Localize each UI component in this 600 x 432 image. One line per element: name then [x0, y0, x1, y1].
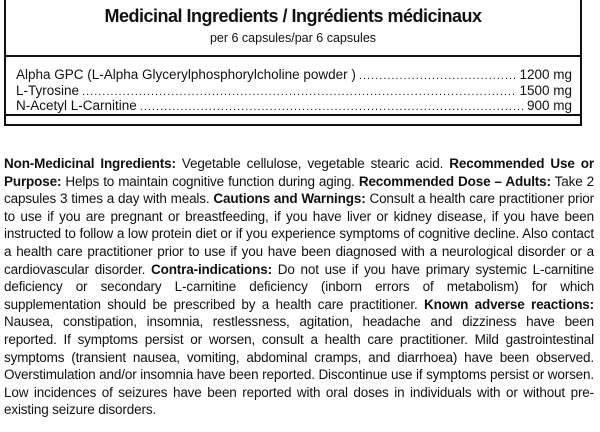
non-medicinal-text: Vegetable cellulose, vegetable stearic acid.: [175, 156, 450, 171]
ingredient-row: [16, 99, 572, 115]
recommended-use-text: Helps to maintain cognitive function during aging.: [61, 173, 359, 189]
ingredient-amount: 900 mg: [526, 98, 572, 113]
divider-rule: [6, 114, 580, 116]
contra-indications-label: Contra-indications:: [151, 261, 272, 277]
ingredient-amount: 1200 mg: [519, 67, 572, 82]
cautions-text: Consult a health care practitioner prior to use if you are pregnant or breastfeeding, if you have liver or kidney disease, if you have been instructed to follow a low protein diet or if you experience symptoms of cognitive decline. Also contact a health care practitioner prior to use if you have been diagnosed with a neurological disorder or a cardiovascular disorder.: [4, 191, 595, 277]
adverse-reactions-label: Known adverse reactions:: [424, 296, 594, 312]
ingredient-name: N-Acetyl L-Carnitine: [16, 98, 137, 113]
leader-dots: [82, 85, 516, 100]
medicinal-ingredients-panel: [4, 0, 582, 126]
ingredient-name: L-Tyrosine: [16, 82, 80, 98]
label-body-text: [4, 155, 594, 419]
ingredient-row: [16, 84, 572, 100]
ingredient-amount: 1500 mg: [519, 82, 572, 98]
ingredient-list: [16, 68, 572, 115]
serving-size: per 6 capsules/par 6 capsules: [209, 31, 377, 45]
adverse-reactions-text: Nausea, constipation, insomnia, restlessness, agitation, headache and dizziness have been reported. If symptoms persist or worsen, consult a health care practitioner. Mild gastrointestinal symptoms (transient nausea, vomiting, abdominal cramps, and diarrhoea) have been observed. Overstimulation and/or insomnia have been reported. Discontinue use if symptoms persist or worsen. Low incidences of seizures have been reported with oral doses in individuals with or without pre-existing seizure disorders.: [4, 314, 594, 418]
panel-title: Medicinal Ingredients / Ingrédients médicinaux: [104, 6, 482, 26]
cautions-label: Cautions and Warnings:: [213, 191, 366, 207]
ingredient-row: [16, 68, 572, 84]
divider-rule: [6, 55, 580, 57]
ingredient-name: Alpha GPC (L-Alpha Glycerylphosphorylcholine powder ): [16, 67, 356, 82]
non-medicinal-label: Non-Medicinal Ingredients:: [4, 156, 176, 171]
recommended-use-label: Recommended Use or Purpose:: [4, 156, 594, 189]
leader-dots: [359, 69, 517, 84]
contra-indications-text: Do not use if you have primary systemic L-carnitine deficiency or secondary L-carnitine deficiency (inborn errors of metabolism) for which supplementation should be prescribed by a health care practitioner.: [4, 261, 594, 312]
recommended-dose-label: Recommended Dose – Adults:: [358, 173, 551, 189]
leader-dots: [140, 100, 524, 115]
recommended-dose-text: Take 2 capsules 3 times a day with meals.: [4, 173, 595, 207]
